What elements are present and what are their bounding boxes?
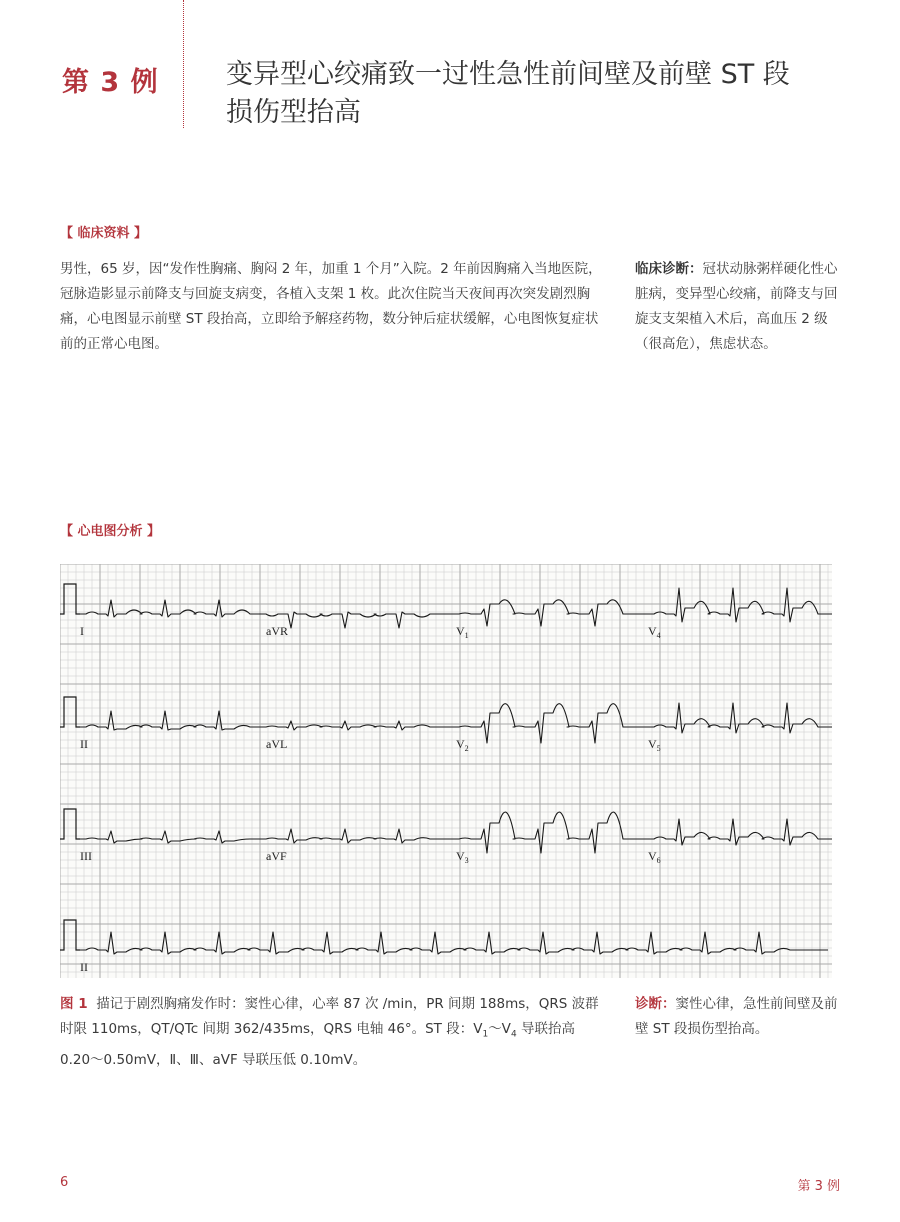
lead-label-v3: $V_3$ [456,849,469,865]
ecg-figure [60,564,832,978]
clinical-heading: 【 临床资料 】 [60,226,148,241]
clinical-diagnosis [635,257,840,357]
lead-label-avf: aVF [266,849,287,863]
lead-label-v5: $V_5$ [648,737,661,753]
lead-label-ii: II [80,737,88,751]
figure-caption-tilde: ～V [488,1021,511,1037]
calibration-pulse-row-2 [60,697,80,727]
lead-label-avl: aVL [266,737,288,751]
ecg-trace-row-1-seg-1 [80,600,260,617]
title-line-1: 变异型心绞痛致一过性急性前间壁及前壁 ST 段 [226,59,790,90]
clinical-diagnosis-text: 冠状动脉粥样硬化性心脏病，变异型心绞痛，前降支与回旋支支架植入术后，高血压 2 级（很高危），焦虑状态。 [635,261,838,352]
figure-diagnosis [635,992,840,1042]
ecg-grid-minor [60,564,832,978]
running-footer: 第 3 例 [797,1179,840,1194]
ecg-heading: 【 心电图分析 】 [60,524,161,539]
page-title [226,56,846,132]
figure-caption-main: 描记于剧烈胸痛发作时：窦性心律，心率 87 次 /min，PR 间期 188ms，QRS 波群时限 110ms，QT/QTc 间期 362/435ms，QRS 电轴 46°。ST 段：V [60,996,599,1037]
figure-label: 图 1 [60,996,88,1012]
header-divider [183,0,184,128]
calibration-pulse-row-3 [60,809,80,839]
lead-label-i: I [80,624,84,638]
figure-caption-sub4: 4 [510,1029,517,1040]
case-number: 第 3 例 [62,67,159,98]
ecg-trace-row-3-seg-1 [80,831,260,843]
figure-diagnosis-label: 诊断： [635,996,676,1012]
figure-caption-tail: 导联抬高 0.20～0.50mV，Ⅱ、Ⅲ、aVF 导联压低 0.10mV。 [60,1021,575,1068]
ecg-trace-row-2-seg-1 [80,711,260,730]
lead-label-v2: $V_2$ [456,737,469,753]
lead-label-v4: $V_4$ [648,624,661,640]
clinical-diagnosis-label: 临床诊断： [635,261,703,277]
figure-diagnosis-text: 窦性心律，急性前间壁及前壁 ST 段损伤型抬高。 [635,996,838,1037]
lead-label-v1: $V_1$ [456,624,469,640]
calibration-pulse-row-1 [60,584,80,614]
lead-label-v6: $V_6$ [648,849,661,865]
figure-caption [60,992,605,1073]
lead-label-avr: aVR [266,624,288,638]
figure-caption-sub1: 1 [482,1029,489,1040]
ecg-trace-row-2-seg-3 [453,704,648,743]
lead-label-iii: III [80,849,92,863]
ecg-tracing [60,564,832,978]
clinical-history: 男性，65 岁，因“发作性胸痛、胸闷 2 年，加重 1 个月”入院。2 年前因胸痛入当地医院，冠脉造影显示前降支与回旋支病变，各植入支架 1 枚。此次住院当天夜间再次突发剧烈胸痛，心电图显示前壁 ST 段抬高，立即给予解痉药物，数分钟后症状缓解，心电图恢复症状前的正常心电图。 [60,261,602,352]
page-number: 6 [60,1175,69,1190]
title-line-2: 损伤型抬高 [226,97,361,128]
ecg-trace-row-2-seg-2 [260,721,453,730]
ecg-trace-row-3-seg-3 [453,812,648,853]
lead-label-ii: II [80,960,88,974]
